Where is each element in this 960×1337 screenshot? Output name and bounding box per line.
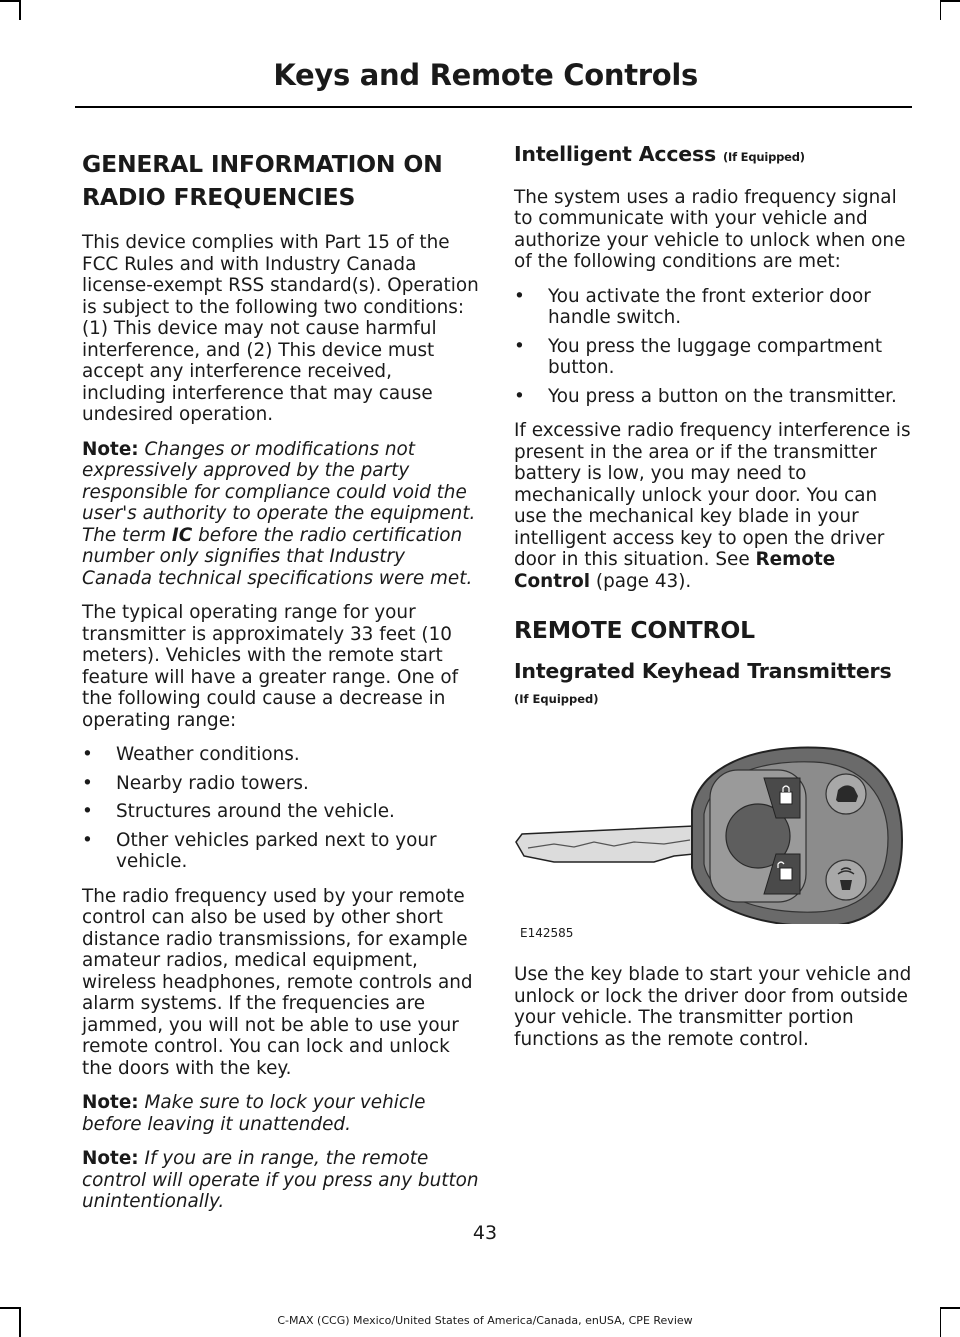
note-label: Note: — [82, 1092, 139, 1113]
heading-line: GENERAL INFORMATION ON — [82, 150, 443, 178]
panic-horn-icon — [840, 880, 852, 890]
list-item-text: Other vehicles parked next to your vehicle. — [116, 829, 437, 872]
heading-text: Intelligent Access — [514, 142, 716, 166]
list-item — [82, 801, 480, 823]
section-heading-radio-frequencies — [82, 148, 480, 214]
subsection-heading-keyhead-transmitters: Integrated Keyhead Transmitters — [514, 659, 892, 683]
bullet: • — [82, 801, 93, 822]
figure-id: E142585 — [520, 925, 574, 940]
bullet-list — [514, 286, 912, 408]
key-illustration-figure — [514, 734, 912, 946]
note-text: before the radio certification number only signifies that Industry Canada technical specifications were met. — [82, 524, 473, 589]
crop-mark — [940, 0, 960, 2]
note — [82, 1092, 480, 1135]
list-item — [82, 830, 480, 873]
bullet: • — [82, 772, 93, 794]
page-reference: (page 43). — [595, 570, 692, 592]
page-number: 43 — [472, 1222, 498, 1244]
crop-mark — [0, 1307, 20, 1309]
section-heading-remote-control: REMOTE CONTROL — [514, 616, 755, 644]
note — [82, 439, 480, 590]
right-column — [514, 144, 912, 1063]
header-rule — [75, 106, 912, 108]
note-text: Make sure to lock your vehicle before leaving it unattended. — [82, 1092, 426, 1135]
note-text: Changes or modifications not expressively approved by the party responsible for compliance could void the user's authority to operate the equipment. The term — [82, 438, 476, 546]
heading-qualifier: (If Equipped) — [722, 150, 805, 164]
heading-qualifier: (If Equipped) — [514, 691, 599, 706]
paragraph: The system uses a radio frequency signal to communicate with your vehicle and authorize your vehicle to unlock when one of the following conditions are met: — [514, 186, 906, 272]
note — [82, 1148, 480, 1213]
cross-reference-link[interactable]: Remote Control — [514, 549, 836, 592]
list-item — [82, 773, 480, 795]
list-item — [514, 336, 912, 379]
list-item-text: You press the luggage compartment button. — [548, 335, 883, 378]
subsection-heading-intelligent-access — [514, 144, 912, 169]
lock-icon — [780, 792, 792, 804]
heading-line: RADIO FREQUENCIES — [82, 183, 356, 211]
list-item-text: Nearby radio towers. — [116, 772, 309, 794]
note-label: Note: — [82, 1148, 139, 1169]
left-column — [82, 140, 480, 1226]
note-text: If you are in range, the remote control will operate if you press any button unintentionally. — [82, 1148, 479, 1212]
list-item — [514, 286, 912, 329]
bullet: • — [82, 829, 93, 851]
bullet: • — [514, 335, 525, 357]
bullet-list — [82, 744, 480, 873]
list-item-text: You press a button on the transmitter. — [548, 385, 897, 407]
paragraph: The radio frequency used by your remote control can also be used by other short distance radio transmissions, for example amateur radios, medical equipment, wireless headphones, remote controls and alarm systems. If the frequencies are jammed, you will not be able to use your remote control. You can lock and unlock the doors with the key. — [82, 885, 473, 1079]
crop-mark — [0, 0, 20, 2]
list-item-text: Structures around the vehicle. — [116, 801, 395, 822]
paragraph: This device complies with Part 15 of the FCC Rules and with Industry Canada license-exempt RSS standard(s). Operation is subject to the following two conditions: (1) This device may not cause harmful interference, and (2) This device must accept any interference received, including interference that may cause undesired operation. — [82, 232, 479, 425]
note-emphasis: IC — [171, 524, 193, 546]
crop-mark — [940, 0, 942, 20]
key-illustration — [514, 734, 912, 924]
paragraph-text: If excessive radio frequency interference is present in the area or if the transmitter battery is low, you may need to mechanically unlock your door. You can use the mechanical key blade in your intelligent access key to open the driver door in this situation. See — [514, 420, 911, 570]
footer-text: C-MAX (CCG) Mexico/United States of America/Canada, enUSA, CPE Review — [277, 1314, 693, 1327]
bullet: • — [514, 385, 525, 407]
note-label: Note: — [82, 438, 139, 460]
unlock-icon — [780, 868, 792, 880]
list-item — [514, 386, 912, 408]
list-item — [82, 744, 480, 766]
paragraph — [514, 420, 912, 592]
crop-mark — [19, 0, 21, 20]
list-item-text: Weather conditions. — [116, 744, 300, 765]
crop-mark — [940, 1307, 960, 1309]
paragraph: Use the key blade to start your vehicle and unlock or lock the driver door from outside your vehicle. The transmitter portion functions as the remote control. — [514, 964, 912, 1050]
bullet: • — [514, 285, 525, 307]
list-item-text: You activate the front exterior door handle switch. — [548, 285, 871, 328]
bullet: • — [82, 744, 93, 765]
running-header: Keys and Remote Controls — [273, 58, 698, 92]
paragraph: The typical operating range for your transmitter is approximately 33 feet (10 meters). Vehicles with the remote start feature will have a greater range. One of the following could cause a decrease in operating range: — [82, 602, 459, 731]
